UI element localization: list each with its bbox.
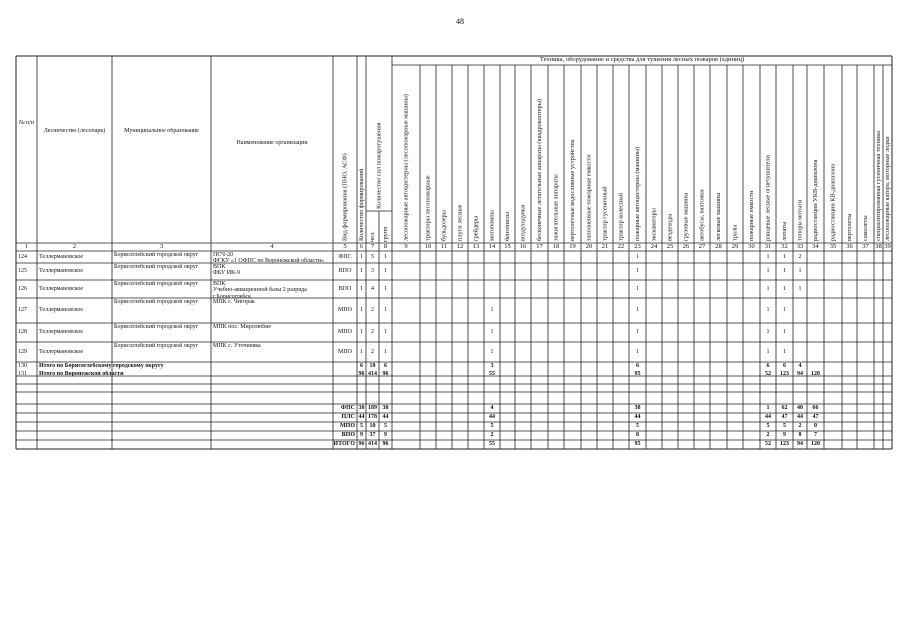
summary-formations: 96 bbox=[358, 441, 365, 447]
summary-value: 4 bbox=[490, 405, 494, 411]
row-people: 4 bbox=[371, 285, 374, 292]
summary-value: 5 bbox=[490, 423, 494, 429]
row-municipality: Борисоглебский городской округ bbox=[114, 252, 199, 258]
row-value: 1 bbox=[490, 307, 494, 313]
row-municipality: Борисоглебский городской округ bbox=[114, 299, 199, 305]
summary-value: 2 bbox=[798, 423, 802, 429]
header-equipment: автобусы, вахтовки bbox=[698, 189, 706, 241]
total-groups: 6 bbox=[384, 363, 387, 369]
total-value: 3 bbox=[490, 363, 494, 369]
column-number: 4 bbox=[270, 244, 274, 250]
summary-value: 94 bbox=[797, 441, 803, 447]
total-number: 131 bbox=[18, 371, 27, 377]
column-number: 36 bbox=[846, 244, 853, 250]
summary-value: 95 bbox=[634, 441, 641, 447]
column-number: 26 bbox=[682, 244, 690, 250]
row-value: 1 bbox=[783, 329, 786, 335]
row-groups: 1 bbox=[384, 307, 387, 313]
header-equipment: ранцевые лесные огнетушители bbox=[764, 155, 772, 241]
header-equipment: воздуходувки bbox=[519, 204, 527, 241]
row-municipality: Борисоглебский городской округ bbox=[114, 281, 199, 287]
summary-value: 8 bbox=[636, 432, 639, 438]
header-equipment: лесопожарные катера, моторные лодки bbox=[884, 136, 891, 241]
total-value: 95 bbox=[634, 371, 641, 377]
row-value: 1 bbox=[636, 285, 639, 292]
header-equipment: бульдозеры bbox=[440, 210, 448, 241]
row-people: 2 bbox=[371, 348, 374, 355]
row-people: 5 bbox=[371, 253, 374, 260]
header-equipment: вертолеты bbox=[846, 213, 853, 241]
header-organization: Наименование организации bbox=[236, 140, 308, 146]
header-equipment: вездеходы bbox=[666, 213, 674, 241]
summary-value: 44 bbox=[797, 414, 803, 420]
row-number: 126 bbox=[18, 285, 27, 292]
column-number: 8 bbox=[383, 244, 388, 250]
row-number: 125 bbox=[18, 268, 27, 274]
row-forestry: Теллермановское bbox=[39, 268, 84, 274]
page-number: 48 bbox=[456, 17, 464, 26]
row-formations: 1 bbox=[360, 268, 363, 274]
row-value: 1 bbox=[766, 348, 770, 355]
column-number: 17 bbox=[536, 244, 543, 250]
header-equipment: экскаваторы bbox=[650, 208, 658, 241]
header-equipment: грузовые машины bbox=[682, 192, 690, 241]
total-value: 52 bbox=[765, 371, 771, 377]
total-value: 55 bbox=[489, 371, 495, 377]
column-number: 9 bbox=[404, 244, 408, 250]
header-equipment: грейдеры bbox=[472, 215, 480, 241]
summary-people: 178 bbox=[368, 414, 377, 420]
summary-value: 8 bbox=[798, 432, 802, 438]
summary-value: 9 bbox=[783, 432, 786, 438]
row-forestry: Теллермановское bbox=[39, 348, 84, 355]
total-value: 120 bbox=[811, 371, 820, 377]
column-number: 22 bbox=[617, 244, 625, 250]
column-number: 10 bbox=[424, 244, 432, 250]
header-equipment: вертолетные водосливные устройства bbox=[569, 139, 576, 241]
column-number: 35 bbox=[829, 244, 837, 250]
header-units: Количество сил пожаротушения bbox=[375, 122, 383, 209]
header-equipment: топоры мотыги bbox=[796, 199, 804, 241]
row-value: 2 bbox=[798, 253, 802, 260]
row-type: МПО bbox=[337, 348, 352, 355]
row-value: 1 bbox=[798, 268, 802, 274]
row-municipality: Борисоглебский городской округ bbox=[114, 264, 199, 270]
total-groups: 96 bbox=[382, 371, 389, 377]
summary-value: 5 bbox=[766, 423, 770, 429]
row-forestry: Теллермановское bbox=[39, 329, 84, 335]
header-equipment: мотопомпы bbox=[488, 210, 496, 241]
summary-people: 189 bbox=[368, 405, 377, 411]
row-forestry: Теллермановское bbox=[39, 285, 84, 292]
total-people: 414 bbox=[368, 371, 377, 377]
summary-formations: 9 bbox=[360, 432, 363, 438]
row-type: ВПО bbox=[338, 285, 352, 292]
header-equipment: радиостанции УКВ-диапазона bbox=[812, 159, 819, 241]
summary-formations: 5 bbox=[360, 423, 363, 429]
header-municipality: Муниципальное образование bbox=[124, 128, 199, 134]
row-value: 1 bbox=[783, 307, 786, 313]
header-equipment: легковые машины bbox=[715, 192, 722, 241]
column-number: 14 bbox=[488, 244, 496, 250]
total-value: 6 bbox=[636, 363, 639, 369]
header-equipment: пожарные автоцистерны (машины) bbox=[634, 146, 641, 241]
row-organization: ВПК Учебно-авиационной базы 2 разряда г.Борисоглебск bbox=[213, 281, 307, 298]
summary-value: 44 bbox=[634, 414, 641, 420]
total-people: 18 bbox=[369, 363, 376, 369]
row-value: 1 bbox=[490, 348, 494, 355]
header-type: Вид формирования (ПНО, АСФ) bbox=[341, 153, 349, 241]
summary-value: 1 bbox=[766, 405, 770, 411]
row-number: 128 bbox=[18, 329, 27, 335]
summary-people: 414 bbox=[368, 441, 377, 447]
column-number: 13 bbox=[472, 244, 480, 250]
summary-value: 5 bbox=[636, 423, 639, 429]
column-number: 20 bbox=[585, 244, 593, 250]
summary-value: 47 bbox=[812, 414, 819, 420]
row-organization: МПК с. Чигорак bbox=[213, 299, 255, 305]
header-formations: Количество формирований bbox=[358, 168, 365, 241]
row-municipality: Борисоглебский городской округ bbox=[114, 324, 199, 330]
summary-formations: 38 bbox=[358, 405, 365, 411]
header-equipment: тралы bbox=[731, 224, 739, 241]
column-number: 38 bbox=[875, 244, 882, 250]
column-number: 3 bbox=[159, 244, 164, 250]
summary-value: 2 bbox=[766, 432, 770, 438]
total-value: 4 bbox=[798, 363, 802, 369]
header-people: чел. bbox=[369, 231, 376, 242]
summary-value: 66 bbox=[812, 405, 819, 411]
header-equipment: лесопожарные автоцистерны (лесопожарные машины) bbox=[402, 94, 410, 241]
total-number: 130 bbox=[18, 363, 27, 369]
total-label: Итого по Воронежской области bbox=[39, 371, 124, 377]
row-value: 1 bbox=[636, 268, 639, 274]
summary-label: ПЛС bbox=[341, 414, 355, 420]
column-number: 34 bbox=[812, 244, 819, 250]
total-value: 123 bbox=[780, 371, 789, 377]
header-equipment: бесконечные летательные аппараты (квадрокоптеры) bbox=[536, 98, 543, 241]
summary-groups: 9 bbox=[384, 432, 387, 438]
column-number: 6 bbox=[359, 244, 364, 250]
header-equipment: лопаты bbox=[781, 221, 788, 241]
column-number: 28 bbox=[715, 244, 722, 250]
row-value: 1 bbox=[798, 285, 802, 292]
row-municipality: Борисоглебский городской округ bbox=[114, 343, 199, 349]
summary-value: 0 bbox=[814, 423, 817, 429]
column-number: 16 bbox=[519, 244, 527, 250]
header-forestry: Лесничество (лесопарк) bbox=[43, 128, 106, 134]
row-groups: 1 bbox=[384, 348, 387, 355]
column-number: 5 bbox=[343, 244, 347, 250]
summary-value: 38 bbox=[634, 405, 641, 411]
summary-formations: 44 bbox=[358, 414, 365, 420]
summary-value: 44 bbox=[489, 414, 495, 420]
row-value: 1 bbox=[783, 285, 786, 292]
total-formations: 96 bbox=[358, 371, 365, 377]
row-forestry: Теллермановское bbox=[39, 253, 84, 260]
row-number: 124 bbox=[18, 253, 27, 260]
column-number: 23 bbox=[634, 244, 641, 250]
header-equipment: трактор гусеничный bbox=[601, 186, 609, 241]
row-type: ФПС bbox=[338, 253, 352, 260]
total-formations: 6 bbox=[360, 363, 363, 369]
row-organization: ПСЧ-20 ФГКУ «1 ОФПС по Воронежской области» bbox=[213, 252, 324, 263]
summary-value: 47 bbox=[781, 414, 788, 420]
summary-people: 10 bbox=[369, 423, 376, 429]
header-equipment: специализированная гусеничная техника bbox=[875, 131, 882, 241]
header-equipment: тракторы лесопожарные bbox=[424, 175, 432, 241]
row-value: 1 bbox=[766, 268, 770, 274]
summary-value: 62 bbox=[781, 405, 788, 411]
summary-label: ВПО bbox=[341, 432, 355, 438]
summary-groups: 96 bbox=[382, 441, 389, 447]
column-number: 25 bbox=[666, 244, 674, 250]
row-organization: ВПК ФБУ ИК-9 bbox=[213, 264, 241, 277]
header-equipment: пожарные емкости bbox=[748, 190, 755, 241]
row-type: ВПО bbox=[338, 268, 352, 274]
column-number: 24 bbox=[650, 244, 658, 250]
header-equipment: заполненные пожарные емкости bbox=[585, 154, 593, 241]
column-number: 12 bbox=[456, 244, 464, 250]
header-equipment: плуги лесные bbox=[456, 204, 464, 241]
row-formations: 1 bbox=[360, 285, 363, 292]
column-number: 39 bbox=[884, 244, 891, 250]
header-equipment: зажигательные аппараты bbox=[552, 174, 560, 241]
row-number: 127 bbox=[18, 307, 27, 313]
column-number: 7 bbox=[370, 244, 375, 250]
column-number: 11 bbox=[440, 244, 448, 250]
column-number: 31 bbox=[764, 244, 772, 250]
header-equipment: бензопилы bbox=[504, 212, 511, 241]
row-value: 1 bbox=[636, 253, 639, 260]
summary-value: 55 bbox=[489, 441, 495, 447]
summary-label: МПО bbox=[340, 423, 355, 429]
row-value: 1 bbox=[636, 307, 639, 313]
row-formations: 1 bbox=[360, 329, 363, 335]
row-forestry: Теллермановское bbox=[39, 307, 84, 313]
column-number: 19 bbox=[569, 244, 576, 250]
row-type: МПО bbox=[337, 329, 352, 335]
row-value: 1 bbox=[766, 329, 770, 335]
summary-value: 2 bbox=[490, 432, 494, 438]
summary-people: 37 bbox=[369, 432, 376, 438]
column-number: 15 bbox=[504, 244, 511, 250]
summary-groups: 44 bbox=[382, 414, 389, 420]
total-value: 6 bbox=[783, 363, 786, 369]
column-number: 29 bbox=[731, 244, 739, 250]
total-value: 6 bbox=[766, 363, 770, 369]
header-num: № п/п bbox=[18, 120, 35, 126]
row-value: 1 bbox=[490, 329, 494, 335]
row-formations: 1 bbox=[360, 348, 363, 355]
summary-label: ФПС bbox=[340, 405, 355, 411]
total-label: Итого по Борисоглебскому городскому округу bbox=[39, 363, 164, 369]
column-number: 18 bbox=[552, 244, 560, 250]
summary-groups: 38 bbox=[382, 405, 389, 411]
summary-value: 123 bbox=[780, 441, 789, 447]
row-value: 1 bbox=[636, 348, 639, 355]
column-number: 30 bbox=[748, 244, 755, 250]
column-number: 21 bbox=[601, 244, 609, 250]
row-value: 1 bbox=[766, 253, 770, 260]
row-value: 1 bbox=[766, 307, 770, 313]
row-organization: МПК с. Уточиевка bbox=[213, 343, 261, 349]
column-number: 33 bbox=[796, 244, 804, 250]
row-number: 129 bbox=[18, 348, 27, 355]
row-formations: 1 bbox=[360, 253, 363, 260]
row-value: 1 bbox=[783, 253, 786, 260]
row-organization: МПК пос. Миролюбие bbox=[213, 324, 272, 330]
row-value: 1 bbox=[783, 348, 786, 355]
summary-label: ИТОГО bbox=[333, 441, 355, 447]
column-number: 37 bbox=[862, 244, 869, 250]
row-people: 2 bbox=[371, 307, 374, 313]
row-people: 2 bbox=[371, 329, 374, 335]
summary-value: 40 bbox=[797, 405, 803, 411]
summary-value: 52 bbox=[765, 441, 771, 447]
column-number: 27 bbox=[698, 244, 706, 250]
header-groups: групп bbox=[382, 226, 389, 242]
row-groups: 1 bbox=[384, 285, 387, 292]
column-number: 1 bbox=[24, 244, 29, 250]
row-groups: 1 bbox=[384, 329, 387, 335]
summary-value: 44 bbox=[765, 414, 771, 420]
header-equipment: самолеты bbox=[862, 215, 869, 241]
total-value: 94 bbox=[797, 371, 803, 377]
row-groups: 1 bbox=[384, 268, 387, 274]
column-number: 2 bbox=[72, 244, 77, 250]
row-value: 1 bbox=[783, 268, 786, 274]
summary-value: 5 bbox=[783, 423, 786, 429]
row-value: 1 bbox=[636, 329, 639, 335]
row-value: 1 bbox=[766, 285, 770, 292]
row-type: МПО bbox=[337, 307, 352, 313]
row-formations: 1 bbox=[360, 307, 363, 313]
header-equipment: радиостанции КВ-диапазона bbox=[829, 163, 837, 241]
summary-value: 120 bbox=[811, 441, 820, 447]
row-people: 3 bbox=[371, 268, 374, 274]
header-equipment: трактор колесный bbox=[617, 193, 625, 241]
column-number: 32 bbox=[781, 244, 788, 250]
equipment-group-header: Техника, оборудование и средства для тушения лесных пожаров (единиц) bbox=[539, 57, 745, 63]
summary-value: 7 bbox=[814, 432, 817, 438]
summary-groups: 5 bbox=[384, 423, 387, 429]
row-groups: 1 bbox=[384, 253, 387, 260]
